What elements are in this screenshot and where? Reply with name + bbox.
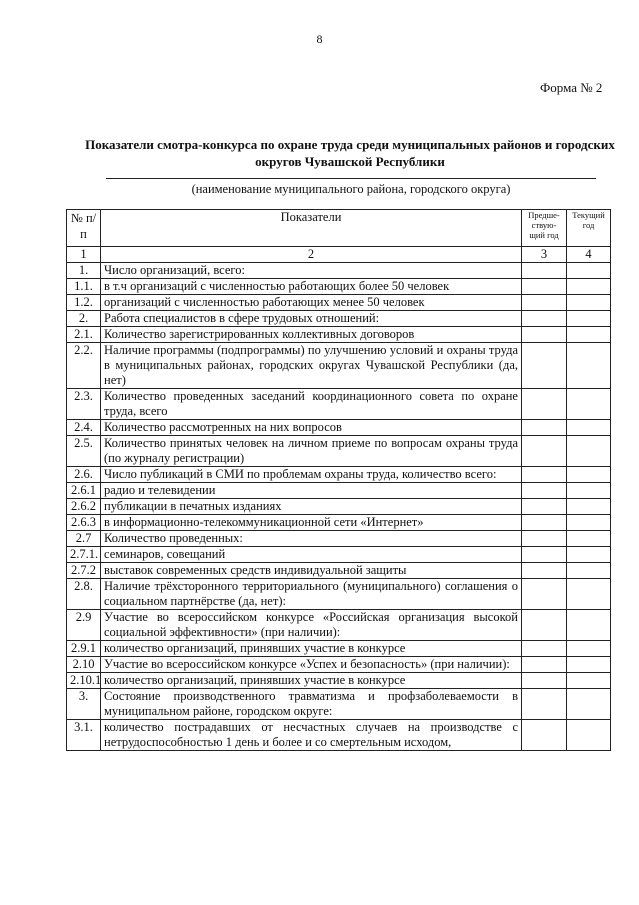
current-year-value[interactable] xyxy=(567,420,611,436)
previous-year-value[interactable] xyxy=(522,563,567,579)
row-number: 2.2. xyxy=(67,343,101,389)
table-row xyxy=(67,579,611,610)
previous-year-value[interactable] xyxy=(522,389,567,420)
table-row xyxy=(67,420,611,436)
row-indicator: количество пострадавших от несчастных случаев на производстве с нетрудоспособностью 1 день и более и со смертельным исходом, xyxy=(101,720,522,751)
table-row xyxy=(67,673,611,689)
current-year-value[interactable] xyxy=(567,720,611,751)
current-year-value[interactable] xyxy=(567,467,611,483)
current-year-value[interactable] xyxy=(567,657,611,673)
row-number: 2.10.1 xyxy=(67,673,101,689)
row-indicator: Количество принятых человек на личном приеме по вопросам охраны труда (по журналу регистрации) xyxy=(101,436,522,467)
previous-year-value[interactable] xyxy=(522,547,567,563)
current-year-value[interactable] xyxy=(567,531,611,547)
row-number: 1. xyxy=(67,263,101,279)
header-row xyxy=(67,210,611,247)
table-row xyxy=(67,610,611,641)
current-year-value[interactable] xyxy=(567,389,611,420)
current-year-value[interactable] xyxy=(567,673,611,689)
current-year-value[interactable] xyxy=(567,610,611,641)
row-number: 2.9.1 xyxy=(67,641,101,657)
row-indicator: Наличие программы (подпрограммы) по улучшению условий и охраны труда в муниципальных районах, городских округах Чувашской Республики (да, нет) xyxy=(101,343,522,389)
row-indicator: Наличие трёхсторонного территориального (муниципального) соглашения о социальном партнёрстве (да, нет): xyxy=(101,579,522,610)
index-cell: 3 xyxy=(522,247,567,263)
row-number: 1.1. xyxy=(67,279,101,295)
header-indicator: Показатели xyxy=(101,210,522,247)
previous-year-value[interactable] xyxy=(522,515,567,531)
table-row xyxy=(67,311,611,327)
row-number: 2.10 xyxy=(67,657,101,673)
previous-year-value[interactable] xyxy=(522,579,567,610)
row-number: 2.6.3 xyxy=(67,515,101,531)
row-number: 3.1. xyxy=(67,720,101,751)
row-indicator: Количество проведенных заседаний координационного совета по охране труда, всего xyxy=(101,389,522,420)
table-row xyxy=(67,563,611,579)
row-indicator: Число публикаций в СМИ по проблемам охраны труда, количество всего: xyxy=(101,467,522,483)
index-cell: 4 xyxy=(567,247,611,263)
row-number: 2.7.1. xyxy=(67,547,101,563)
row-indicator: организаций с численностью работающих менее 50 человек xyxy=(101,295,522,311)
row-number: 2.3. xyxy=(67,389,101,420)
row-indicator: радио и телевидении xyxy=(101,483,522,499)
current-year-value[interactable] xyxy=(567,343,611,389)
header-num: № п/п xyxy=(67,210,101,247)
row-number: 2.9 xyxy=(67,610,101,641)
previous-year-value[interactable] xyxy=(522,641,567,657)
current-year-value[interactable] xyxy=(567,499,611,515)
row-indicator: публикации в печатных изданиях xyxy=(101,499,522,515)
current-year-value[interactable] xyxy=(567,436,611,467)
current-year-value[interactable] xyxy=(567,279,611,295)
current-year-value[interactable] xyxy=(567,547,611,563)
row-indicator: Участие во всероссийском конкурсе «Успех и безопасность» (при наличии): xyxy=(101,657,522,673)
previous-year-value[interactable] xyxy=(522,689,567,720)
row-number: 2.6.2 xyxy=(67,499,101,515)
current-year-value[interactable] xyxy=(567,579,611,610)
row-number: 2.8. xyxy=(67,579,101,610)
name-caption: (наименование муниципального района, городского округа) xyxy=(191,182,511,196)
row-number: 1.2. xyxy=(67,295,101,311)
previous-year-value[interactable] xyxy=(522,327,567,343)
current-year-value[interactable] xyxy=(567,295,611,311)
previous-year-value[interactable] xyxy=(522,673,567,689)
table-row xyxy=(67,389,611,420)
table-row xyxy=(67,515,611,531)
row-number: 3. xyxy=(67,689,101,720)
row-number: 2.6. xyxy=(67,467,101,483)
header-current-year: Текущий год xyxy=(567,210,611,247)
previous-year-value[interactable] xyxy=(522,343,567,389)
table-row xyxy=(67,689,611,720)
table-row xyxy=(67,720,611,751)
current-year-value[interactable] xyxy=(567,515,611,531)
current-year-value[interactable] xyxy=(567,689,611,720)
previous-year-value[interactable] xyxy=(522,531,567,547)
table-row xyxy=(67,531,611,547)
table-row xyxy=(67,547,611,563)
row-indicator: Количество рассмотренных на них вопросов xyxy=(101,420,522,436)
previous-year-value[interactable] xyxy=(522,499,567,515)
current-year-value[interactable] xyxy=(567,263,611,279)
index-row xyxy=(67,247,611,263)
current-year-value[interactable] xyxy=(567,641,611,657)
row-number: 2.7 xyxy=(67,531,101,547)
row-indicator: количество организаций, принявших участие в конкурсе xyxy=(101,641,522,657)
previous-year-value[interactable] xyxy=(522,279,567,295)
row-indicator: семинаров, совещаний xyxy=(101,547,522,563)
previous-year-value[interactable] xyxy=(522,467,567,483)
previous-year-value[interactable] xyxy=(522,420,567,436)
row-indicator: Состояние производственного травматизма и профзаболеваемости в муниципальном районе, городском округе: xyxy=(101,689,522,720)
row-number: 2.6.1 xyxy=(67,483,101,499)
previous-year-value[interactable] xyxy=(522,295,567,311)
row-number: 2. xyxy=(67,311,101,327)
document-title: Показатели смотра-конкурса по охране труда среди муниципальных районов и городских округов Чувашской Республики xyxy=(85,137,615,169)
header-previous-year: Предше-ствую-щий год xyxy=(522,210,567,247)
page-number: 8 xyxy=(316,32,323,46)
previous-year-value[interactable] xyxy=(522,610,567,641)
name-underline xyxy=(106,178,596,179)
row-indicator: Работа специалистов в сфере трудовых отношений: xyxy=(101,311,522,327)
row-indicator: Число организаций, всего: xyxy=(101,263,522,279)
row-indicator: выставок современных средств индивидуальной защиты xyxy=(101,563,522,579)
row-indicator: в информационно-телекоммуникационной сети «Интернет» xyxy=(101,515,522,531)
current-year-value[interactable] xyxy=(567,483,611,499)
table-row xyxy=(67,295,611,311)
table-row xyxy=(67,343,611,389)
row-indicator: Участие во всероссийском конкурсе «Российская организация высокой социальной эффективности» (при наличии): xyxy=(101,610,522,641)
table-row xyxy=(67,327,611,343)
index-cell: 2 xyxy=(101,247,522,263)
table-row xyxy=(67,641,611,657)
row-number: 2.7.2 xyxy=(67,563,101,579)
table-row xyxy=(67,483,611,499)
table-body xyxy=(67,263,611,751)
table-row xyxy=(67,467,611,483)
previous-year-value[interactable] xyxy=(522,483,567,499)
table-row xyxy=(67,657,611,673)
row-number: 2.1. xyxy=(67,327,101,343)
row-indicator: в т.ч организаций с численностью работающих более 50 человек xyxy=(101,279,522,295)
row-indicator: количество организаций, принявших участие в конкурсе xyxy=(101,673,522,689)
table-row xyxy=(67,499,611,515)
row-number: 2.5. xyxy=(67,436,101,467)
current-year-value[interactable] xyxy=(567,327,611,343)
previous-year-value[interactable] xyxy=(522,436,567,467)
table-row xyxy=(67,436,611,467)
previous-year-value[interactable] xyxy=(522,657,567,673)
previous-year-value[interactable] xyxy=(522,311,567,327)
current-year-value[interactable] xyxy=(567,563,611,579)
previous-year-value[interactable] xyxy=(522,263,567,279)
form-label: Форма № 2 xyxy=(540,80,603,95)
index-cell: 1 xyxy=(67,247,101,263)
table-row xyxy=(67,263,611,279)
row-indicator: Количество зарегистрированных коллективных договоров xyxy=(101,327,522,343)
indicators-table xyxy=(66,209,611,751)
row-number: 2.4. xyxy=(67,420,101,436)
row-indicator: Количество проведенных: xyxy=(101,531,522,547)
current-year-value[interactable] xyxy=(567,311,611,327)
table-row xyxy=(67,279,611,295)
previous-year-value[interactable] xyxy=(522,720,567,751)
